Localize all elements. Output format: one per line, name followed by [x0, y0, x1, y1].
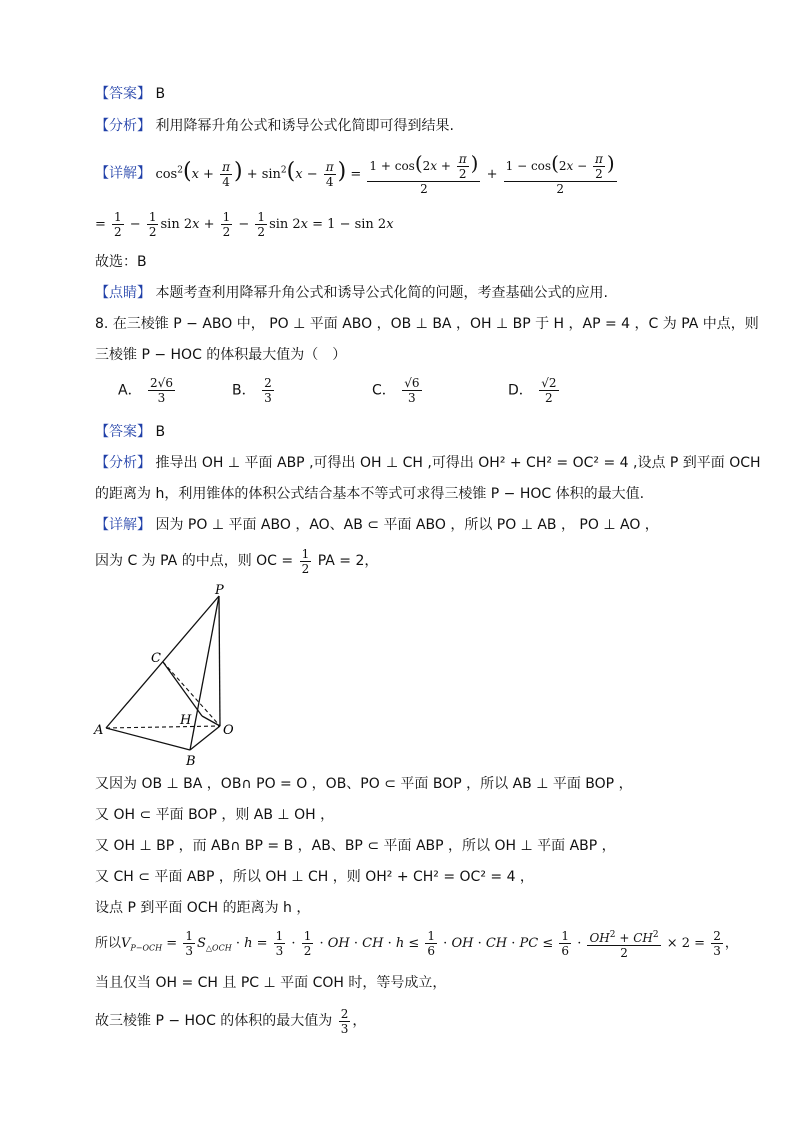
option-d — [508, 376, 561, 405]
edge-pb — [190, 596, 219, 750]
label-o: O — [223, 723, 234, 738]
option-b-den: 3 — [264, 391, 272, 405]
equality-line: 当且仅当 OH = CH 且 PC ⊥ 平面 COH 时，等号成立， — [95, 975, 447, 991]
q7-formula-result: = $\frac{1}{2}$ − $\frac{1}{2}$ sin 2x + $\frac{1}{2}$ − $\frac{1}{2}$ sin 2x = 1 − sin 2x — [95, 210, 394, 239]
detail-tag: 【详解】 — [95, 517, 151, 533]
pyramid-figure — [92, 584, 252, 769]
reason-line-3: 又 OH ⊥ BP ，而 AB∩ BP = B ，AB、BP ⊂ 平面 ABP ，所以 OH ⊥ 平面 ABP ， — [95, 838, 616, 854]
option-b-num: 2 — [264, 376, 272, 390]
label-p: P — [215, 584, 224, 598]
edge-pa — [106, 596, 219, 728]
reason-line-1: 又因为 OB ⊥ BA ，OB∩ PO = O ，OB、PO ⊂ 平面 BOP ，所以 AB ⊥ 平面 BOP ， — [95, 776, 633, 792]
label-h: H — [180, 713, 192, 728]
label-c: C — [151, 651, 161, 666]
final-num: 2 — [340, 1006, 349, 1021]
oc-text-b: PA = 2， — [317, 553, 379, 569]
analysis-tag: 【分析】 — [95, 455, 151, 471]
q8-detail-line1 — [95, 515, 659, 535]
analysis-tag: 【分析】 — [95, 118, 151, 134]
q7-analysis-line — [95, 116, 454, 136]
edge-ab — [106, 728, 190, 750]
option-b-label: B． — [232, 382, 256, 399]
option-a-num: 2√6 — [150, 376, 173, 390]
option-c-den: 3 — [408, 391, 416, 405]
q7-conclusion: 故选：B — [95, 254, 147, 270]
formula-lhs: $\cos^2(x$ + $\frac{\pi}{4}$ ) + $\sin^2(x$ − $\frac{\pi}{4}$ ) = 1 + cos(2x + $\frac{\pi}{2}$ ) 2 + 1 − cos(2x − $\frac{\pi}{2}$ ) 2 — [155, 151, 615, 196]
option-c-label: C． — [372, 382, 396, 399]
reason-line-5: 设点 P 到平面 OCH 的距离为 h ， — [95, 900, 311, 916]
q8-analysis-line2: 的距离为 h，利用锥体的体积公式结合基本不等式可求得三棱锥 P − HOC 体积的最大值. — [95, 486, 645, 502]
answer-value: B — [155, 86, 166, 102]
q8-answer-line — [95, 422, 165, 442]
analysis-text-1: 推导出 OH ⊥ 平面 ABP ,可得出 OH ⊥ CH ,可得出 OH² + CH² = OC² = 4 ,设点 P 到平面 OCH — [155, 455, 761, 471]
edge-ho — [202, 716, 220, 726]
q8-analysis-line1 — [95, 453, 761, 473]
option-c-num: √6 — [404, 376, 420, 390]
label-b: B — [186, 754, 196, 769]
comment-text: 本题考查利用降幂升角公式和诱导公式化简的问题，考查基础公式的应用. — [155, 285, 608, 301]
answer-tag: 【答案】 — [95, 424, 151, 440]
answer-value: B — [155, 424, 166, 440]
detail-tag: 【详解】 — [95, 165, 151, 182]
final-tail: ， — [352, 1013, 367, 1029]
volume-formula: 所以$V_{P-OCH}$ = $\frac{1}{3}$ $S_{\triangle OCH} \cdot h$ = $\frac{1}{3}$ · $\frac{1}{2}$ · OH · CH · h ≤ $\frac{1}{6}$ · OH · CH · PC ≤ $\frac{1}{6}$ · $\frac{OH^2 + CH^2}{2}$ × 2 = $\frac{2}{3}$ ， — [95, 929, 738, 960]
edge-ao — [106, 726, 220, 728]
edge-ch — [163, 662, 202, 716]
half-den: 2 — [301, 561, 310, 576]
detail-text-1: 因为 PO ⊥ 平面 ABO ，AO、AB ⊂ 平面 ABO ，所以 PO ⊥ AB ， PO ⊥ AO ， — [155, 517, 659, 533]
analysis-text: 利用降幂升角公式和诱导公式化简即可得到结果. — [155, 118, 454, 134]
reason-line-4: 又 CH ⊂ 平面 ABP ，所以 OH ⊥ CH ，则 OH² + CH² = OC² = 4 ， — [95, 869, 534, 885]
edge-co — [163, 662, 220, 726]
oc-text-a: 因为 C 为 PA 的中点，则 OC = — [95, 553, 294, 569]
answer-tag: 【答案】 — [95, 86, 151, 102]
option-d-label: D． — [508, 382, 533, 399]
q8-options — [118, 376, 718, 414]
final-den: 3 — [340, 1021, 349, 1036]
q7-comment-line — [95, 283, 608, 303]
half-num: 1 — [301, 546, 310, 561]
q7-detail-line — [95, 152, 619, 196]
option-a-label: A． — [118, 382, 142, 399]
option-d-den: 2 — [545, 391, 553, 405]
q8-oc-line — [95, 546, 378, 576]
q8-stem-line2: 三棱锥 P − HOC 的体积最大值为（ ） — [95, 347, 347, 363]
option-a — [118, 376, 177, 405]
final-text: 故三棱锥 P − HOC 的体积的最大值为 — [95, 1013, 333, 1029]
edge-po — [219, 596, 220, 726]
comment-tag: 【点睛】 — [95, 285, 151, 301]
q8-stem-line1 — [95, 314, 759, 334]
option-c — [372, 376, 424, 405]
option-a-den: 3 — [157, 391, 166, 405]
reason-line-2: 又 OH ⊂ 平面 BOP ，则 AB ⊥ OH ， — [95, 807, 335, 823]
stem-text-1: 在三棱锥 P − ABO 中， PO ⊥ 平面 ABO ，OB ⊥ BA ，OH ⊥ BP 于 H ，AP = 4 ，C 为 PA 中点，则 — [112, 316, 759, 332]
label-a: A — [94, 723, 104, 738]
question-number: 8. — [95, 316, 109, 332]
final-line — [95, 1006, 366, 1036]
option-b — [232, 376, 276, 405]
q7-answer-line — [95, 84, 165, 104]
option-d-num: √2 — [541, 376, 557, 390]
